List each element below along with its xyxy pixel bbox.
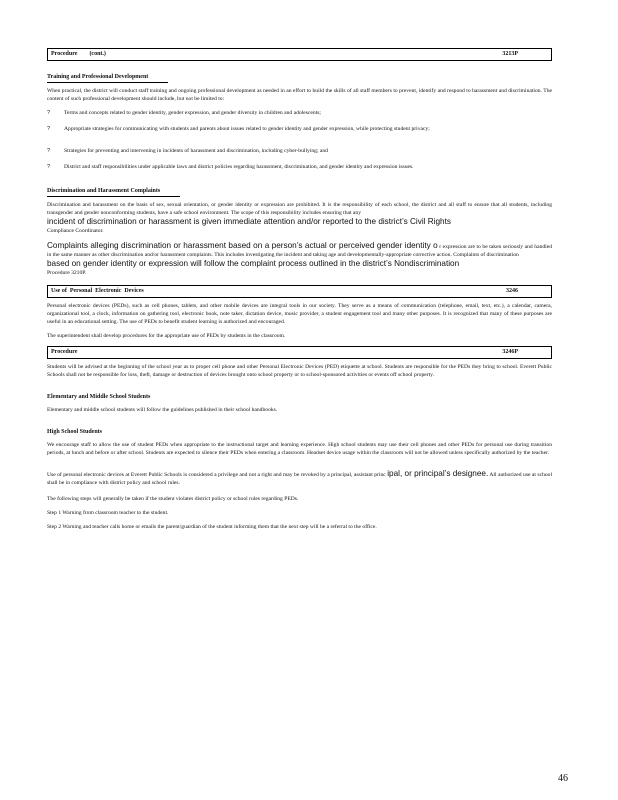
heading-elementary-middle: Elementary and Middle School Students (47, 394, 151, 400)
header-code: 3246 (506, 288, 518, 294)
header-code: 3246P (502, 349, 518, 355)
steps-intro: The following steps will generally be taken if the student violates district policy or school rules regarding PEDs. (47, 496, 299, 502)
privilege-para: Use of personal electronic devices at Everett Public Schools is considered a privilege and not a right and may be revoked by a principal, assistant princ ipal, or principal’s designee. All authorized use at school shall be in compliance with district policy and school rules. (47, 469, 553, 486)
bullet-item: ? Strategies for preventing and intervening in incidents of harassment and discrimination, including cyber-bullying; and (47, 148, 328, 154)
bullet-mark: ? (47, 148, 51, 154)
header-label: Procedure (cont.) (51, 51, 106, 57)
complaints-para-1: Discrimination and harassment on the basis of sex, sexual orientation, or gender identity or expression are prohibited. It is the responsibility of each school, the district and all staff to ensure that all students, including transgender and gender nonconforming students, have a safe school environment. The scope of this responsibility includes ensuring that any incident of discrimination or harassment is given immediate attention and/or reported to the district’s Civil Rights Compliance Coordinator. (47, 202, 552, 234)
section-header-3213p (47, 48, 552, 61)
bullet-item: ? District and staff responsibilities under applicable laws and district policies regarding harassment, discrimination, and gender identity and expression issues. (47, 164, 414, 170)
step-1: Step 1 Warning from classroom teacher to the student. (47, 510, 169, 516)
training-intro: When practical, the district will conduct staff training and ongoing professional development as needed in an effort to build the skills of all staff members to prevent, identify and respond to harassment and discrimination. The content of such professional development should include, but not be limited to: (47, 88, 552, 102)
ped-superintendent-para: The superintendent shall develop procedures for the appropriate use of PEDs by students in the classroom. (47, 333, 286, 339)
header-code: 3213P (502, 51, 518, 57)
header-label: Procedure (51, 349, 78, 355)
page-number: 46 (558, 773, 568, 784)
step-2: Step 2 Warning and teacher calls home or emails the parent/guardian of the student informing them that the next step will be a referral to the office. (47, 524, 377, 530)
document-page (47, 48, 552, 537)
large-text-run: incident of discrimination or harassment is given immediate attention and/or reported to the district’s Civil Rights (47, 217, 451, 226)
large-text-run: based on gender identity or expression will follow the complaint process outlined in the district’s Nondiscrimination (47, 259, 460, 268)
complaints-para-2: Complaints alleging discrimination or harassment based on a person’s actual or perceived gender identity o r expression are to be taken seriously and handled in the same manner as other discrimination and/or harassment complaints. This includes investigating the incident and taking age and developmentally-appropriate corrective action. Complaints of discrimination based on gender identity or expression will follow the complaint process outlined in the district’s Nondiscrimination Procedure 3210P. (47, 241, 552, 276)
bullet-item: ? Terms and concepts related to gender identity, gender expression, and gender diversity in children and adolescents; (47, 110, 321, 116)
section-header-3246p (47, 346, 552, 359)
bullet-mark: ? (47, 126, 51, 132)
heading-training: Training and Professional Development (47, 73, 168, 83)
high-school-para: We encourage staff to allow the use of student PEDs when appropriate to the instructional target and learning experience. High school students may use their cell phones and other PEDs for personal use during transition periods, at lunch and before or after school. Students are expected to silence their PEDs when entering a classroom. Headset device usage within the classroom will not be allowed unless specifically authorized by the teacher. (47, 442, 552, 456)
ped-policy-para: Personal electronic devices (PEDs), such as cell phones, tablets, and other mobile devices are integral tools in our society. They serve as a means of communication (telephone, email, text, etc.), a calendar, camera, organizational tool, a clock, information on gathering tool, electronic book, note taker, dictation device, music provider, a student engagement tool and many other purposes. It is recognized that many of these purposes are useful in an educational setting. The use of PEDs to benefit student learning is authorized and encouraged. (47, 303, 552, 325)
large-text-run: Complaints alleging discrimination or harassment based on a person’s actual or perceived gender identity o (47, 241, 438, 250)
large-text-run: ipal, or principal’s designee. (387, 469, 489, 478)
bullet-mark: ? (47, 110, 51, 116)
bullet-item: ? Appropriate strategies for communicating with students and parents about issues related to gender identity and gender expression, while protecting student privacy; (47, 126, 430, 132)
heading-high-school: High School Students (47, 429, 103, 435)
elementary-para: Elementary and middle school students will follow the guidelines published in their school handbooks. (47, 407, 278, 413)
bullet-mark: ? (47, 164, 51, 170)
heading-complaints: Discrimination and Harassment Complaints (47, 187, 180, 197)
section-header-3246 (47, 285, 552, 298)
header-label: Use of Personal Electronic Devices (51, 288, 144, 294)
ped-procedure-para: Students will be advised at the beginning of the school year as to proper cell phone and other Personal Electronic Devices (PED) etiquette at school. Students are responsible for the PEDs they bring to school. Everett Public Schools shall not be responsible for loss, theft, damage or destruction of devices brought onto school property or to school-sponsored activities or events off school property. (47, 364, 552, 378)
